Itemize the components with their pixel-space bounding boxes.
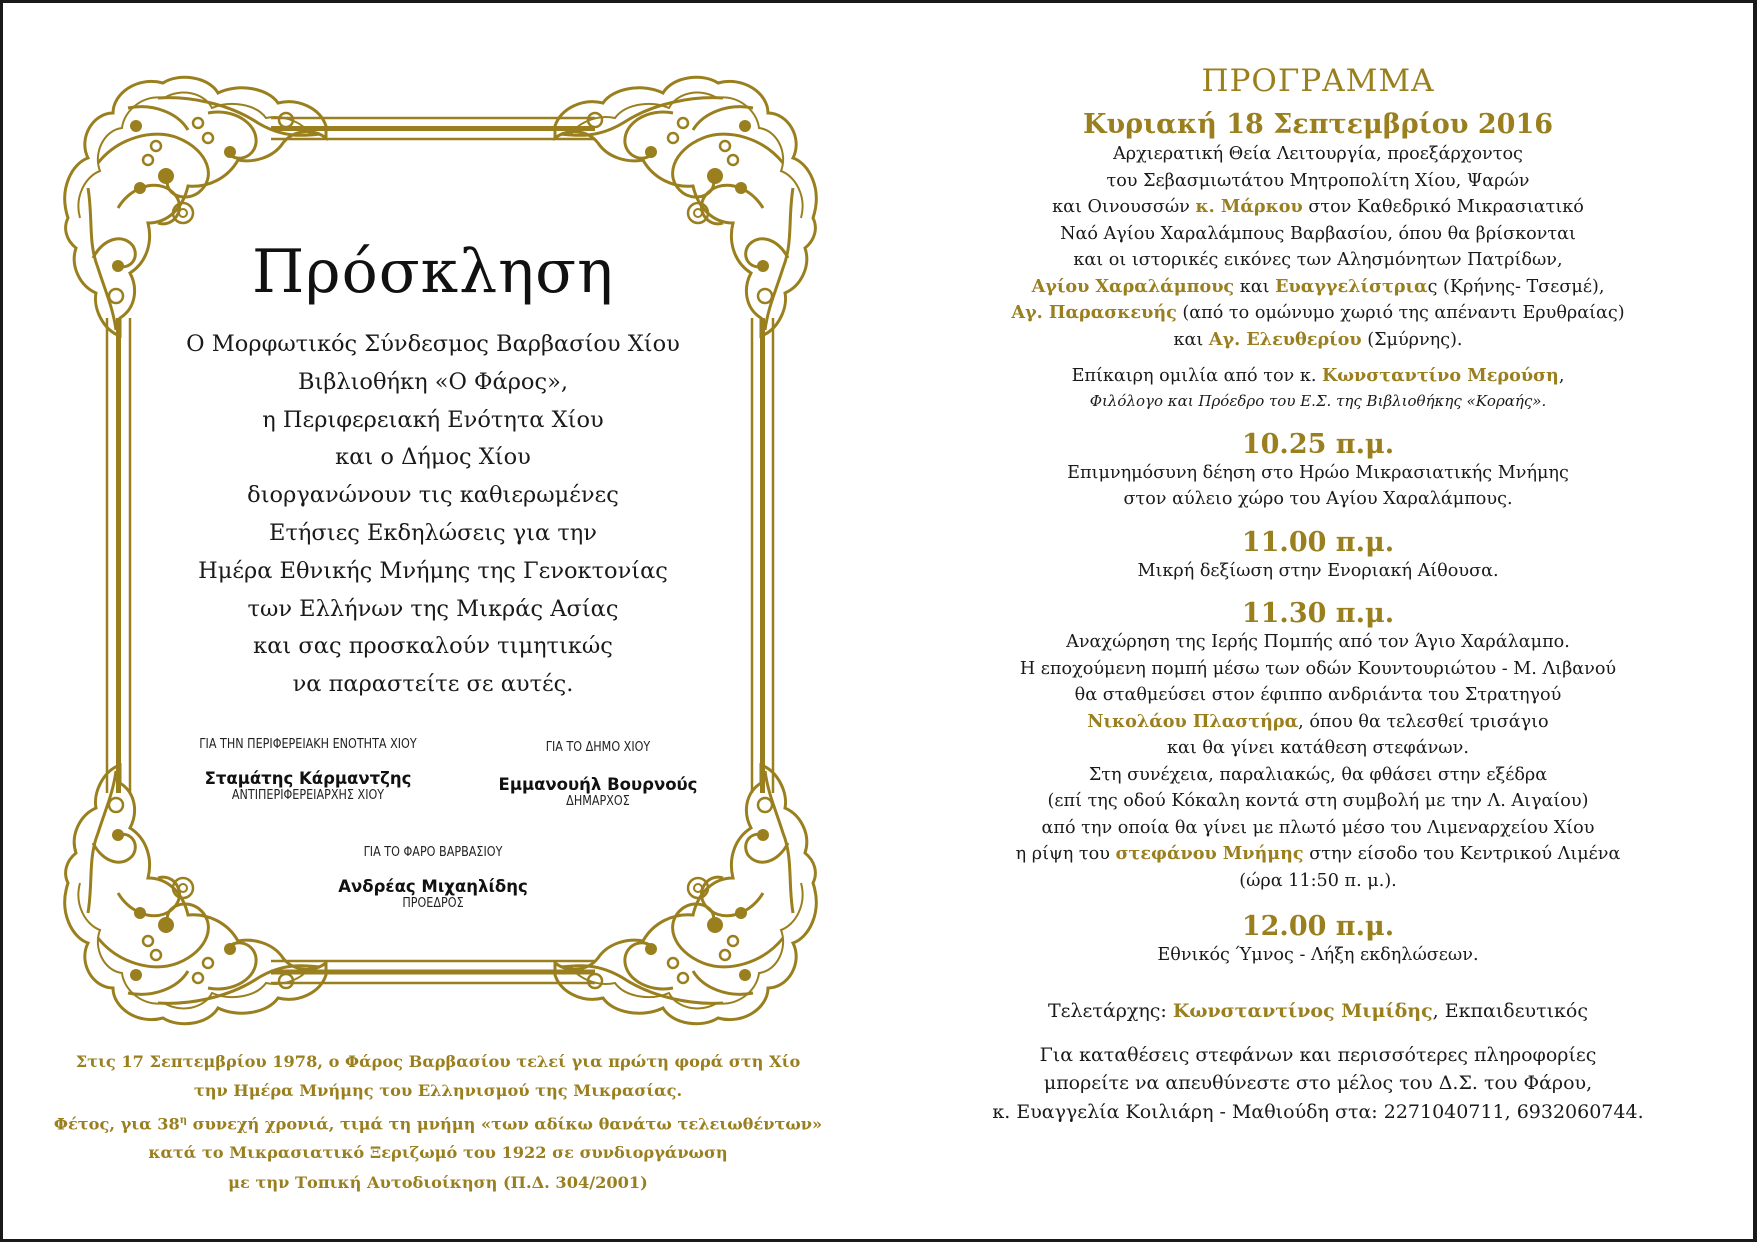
program-line: και θα γίνει κατάθεση στεφάνων. [1167, 738, 1469, 758]
highlight-name: Ευαγγελίστρια [1275, 275, 1428, 297]
program-line [918, 841, 1718, 868]
text: και [1234, 276, 1276, 297]
program-date: Κυριακή 18 Σεπτεμβρίου 2016 [1082, 109, 1554, 140]
invitation-line: Βιβλιοθήκη «Ο Φάρος», [297, 368, 568, 395]
text: ς (Κρήνης- Τσεσμέ), [1427, 276, 1605, 297]
invitation-line: διοργανώνουν τις καθιερωμένες [247, 482, 619, 509]
program-line: (ώρα 11:50 π. μ.). [1239, 870, 1397, 891]
history-line: Στις 17 Σεπτεμβρίου 1978, ο Φάρος Βαρβασίου τελεί για πρώτη φορά στη Χίο [75, 1052, 801, 1071]
signatory-municipality [453, 740, 743, 809]
signatory-role: ΓΙΑ ΤΟ ΦΑΡΟ ΒΑΡΒΑΣΙΟΥ [363, 845, 503, 860]
signatory-name: Εμμανουήλ Βουρνούς [498, 775, 698, 794]
highlight-name: Νικολάου Πλαστήρα [1087, 710, 1299, 732]
text: η ρίψη του [1015, 844, 1116, 864]
highlight-name: Αγ. Παρασκευής [1011, 302, 1177, 323]
teletarch-name: Κωνσταντίνος Μιμίδης [1172, 999, 1433, 1022]
event-time: 12.00 π.μ. [1241, 911, 1395, 942]
program-line [918, 274, 1718, 301]
teletarch-role: , Εκπαιδευτικός [1432, 999, 1589, 1022]
liturgy-block [918, 141, 1718, 353]
signatory-name: Σταμάτης Κάρμαντζης [204, 769, 412, 788]
invitation-line: και ο Δήμος Χίου [335, 444, 531, 471]
program-section [918, 59, 1718, 1126]
history-line: με την Τοπική Αυτοδιοίκηση (Π.Δ. 304/2001) [228, 1172, 648, 1192]
highlight-name: κ. Μάρκου [1195, 196, 1303, 217]
ordinal-superscript: η [179, 1114, 188, 1126]
program-line: στον αύλειο χώρο του Αγίου Χαραλάμπους. [1123, 489, 1513, 509]
text: (Σμύρνης). [1361, 329, 1463, 350]
invitation-line: Ο Μορφωτικός Σύνδεσμος Βαρβασίου Χίου [186, 331, 680, 357]
program-heading: ΠΡΟΓΡΑΜΜΑ [1201, 63, 1435, 99]
contact-line: κ. Ευαγγελία Κοιλιάρη - Μαθιούδη στα: 2271040711, 6932060744. [992, 1100, 1644, 1123]
event-1025 [918, 429, 1718, 513]
signatory-role: ΓΙΑ ΤΗΝ ΠΕΡΙΦΕΡΕΙΑΚΗ ΕΝΟΤΗΤΑ ΧΙΟΥ [199, 737, 417, 752]
history-line: κατά το Μικρασιατικό Ξεριζωμό του 1922 σε συνδιοργάνωση [148, 1143, 728, 1163]
text: , [1558, 366, 1565, 386]
program-line [918, 300, 1718, 327]
signatory-faros [283, 845, 583, 911]
highlight-name: στεφάνου Μνήμης [1115, 843, 1304, 864]
highlight-name: Αγίου Χαραλάμπους [1031, 275, 1235, 297]
program-line: του Σεβασμιωτάτου Μητροπολίτη Χίου, Ψαρών [1106, 170, 1530, 191]
invitation-line: Ετήσιες Εκδηλώσεις για την [269, 519, 597, 546]
event-time: 11.00 π.μ. [1241, 526, 1395, 558]
program-line [918, 363, 1718, 390]
program-line: Στη συνέχεια, παραλιακώς, θα φθάσει στην εξέδρα [1088, 764, 1548, 785]
program-line: Η εποχούμενη πομπή μέσω των οδών Κουντουριώτου - Μ. Λιβανού [1019, 658, 1617, 679]
signatory-role: ΓΙΑ ΤΟ ΔΗΜΟ ΧΙΟΥ [545, 740, 651, 755]
teletarch-line [918, 997, 1718, 1025]
program-line: Εθνικός Ύμνος - Λήξη εκδηλώσεων. [1157, 945, 1479, 965]
invitation-line: να παραστείτε σε αυτές. [292, 671, 574, 698]
program-line: (επί της οδού Κόκαλη κοντά στη συμβολή με την Λ. Αιγαίου) [1047, 791, 1589, 811]
signatory-region [143, 737, 473, 803]
invitation-title: Πρόσκληση [251, 237, 615, 307]
event-1100 [918, 527, 1718, 585]
history-text: Φέτος, για 38 [53, 1113, 180, 1133]
contact-line: μπορείτε να απευθύνεστε στο μέλος του Δ.Σ. του Φάρου, [1043, 1072, 1593, 1094]
program-line: Επιμνημόσυνη δέηση στο Ηρώο Μικρασιατικής Μνήμης [1067, 462, 1569, 483]
invitation-line: και σας προσκαλούν τιμητικώς [253, 633, 613, 660]
text: (από το ομώνυμο χωριό της απέναντι Ερυθραίας) [1176, 303, 1625, 323]
signatory-title: ΔΗΜΑΡΧΟΣ [566, 794, 630, 809]
speaker-name: Κωνσταντίνο Μερούση [1322, 365, 1559, 386]
invitation-line: Ημέρα Εθνικής Μνήμης της Γενοκτονίας [198, 557, 668, 584]
text: , όπου θα τελεσθεί τρισάγιο [1298, 711, 1549, 732]
event-time: 11.30 π.μ. [1241, 598, 1395, 629]
program-line: Αρχιερατική Θεία Λειτουργία, προεξάρχοντος [1113, 144, 1523, 164]
contact-block [918, 1041, 1718, 1127]
history-text: συνεχή χρονιά, τιμά τη μνήμη «των αδίκω θανάτω τελειωθέντων» [187, 1113, 823, 1133]
signatory-name: Ανδρέας Μιχαηλίδης [338, 877, 528, 896]
program-line: Ναό Αγίου Χαραλάμπους Βαρβασίου, όπου θα βρίσκονται [1060, 223, 1576, 244]
teletarch-label: Τελετάρχης: [1047, 999, 1173, 1022]
invitation-line: η Περιφερειακή Ενότητα Χίου [262, 406, 604, 433]
history-line: την Ημέρα Μνήμης του Ελληνισμού της Μικρασίας. [193, 1081, 683, 1101]
text: Επίκαιρη ομιλία από τον κ. [1071, 366, 1323, 386]
event-time: 10.25 π.μ. [1241, 428, 1395, 460]
signatory-title: ΑΝΤΙΠΕΡΙΦΕΡΕΙΑΡΧΗΣ ΧΙΟΥ [231, 788, 385, 803]
program-line: από την οποία θα γίνει με πλωτό μέσο του Λιμεναρχείου Χίου [1041, 817, 1595, 838]
program-line [918, 327, 1718, 354]
text: και Οινουσσών [1052, 197, 1196, 217]
contact-line: Για καταθέσεις στεφάνων και περισσότερες πληροφορίες [1039, 1043, 1597, 1066]
event-1200 [918, 911, 1718, 969]
history-note [43, 1047, 833, 1197]
speech-block [918, 363, 1718, 412]
highlight-name: Αγ. Ελευθερίου [1208, 328, 1362, 350]
invitation-body [143, 326, 723, 704]
history-line [43, 1106, 833, 1139]
text: στον Καθεδρικό Μικρασιατικό [1302, 197, 1584, 217]
text: στην είσοδο του Κεντρικού Λιμένα [1303, 844, 1621, 864]
program-line: και οι ιστορικές εικόνες των Αλησμόνητων Πατρίδων, [1073, 250, 1563, 270]
invitation-line: των Ελλήνων της Μικράς Ασίας [247, 595, 619, 622]
program-line: Μικρή δεξίωση στην Ενοριακή Αίθουσα. [1137, 560, 1499, 581]
program-line: Αναχώρηση της Ιερής Πομπής από τον Άγιο Χαράλαμπο. [1066, 632, 1570, 652]
program-line [918, 194, 1718, 221]
text: και [1173, 329, 1209, 350]
speaker-credentials: Φιλόλογο και Πρόεδρο του Ε.Σ. της Βιβλιοθήκης «Κοραής». [1089, 391, 1547, 410]
program-line: θα σταθμεύσει στον έφιππο ανδριάντα του Στρατηγού [1074, 685, 1562, 705]
event-1130 [918, 598, 1718, 894]
program-line [918, 709, 1718, 736]
signatory-title: ΠΡΟΕΔΡΟΣ [402, 896, 464, 911]
